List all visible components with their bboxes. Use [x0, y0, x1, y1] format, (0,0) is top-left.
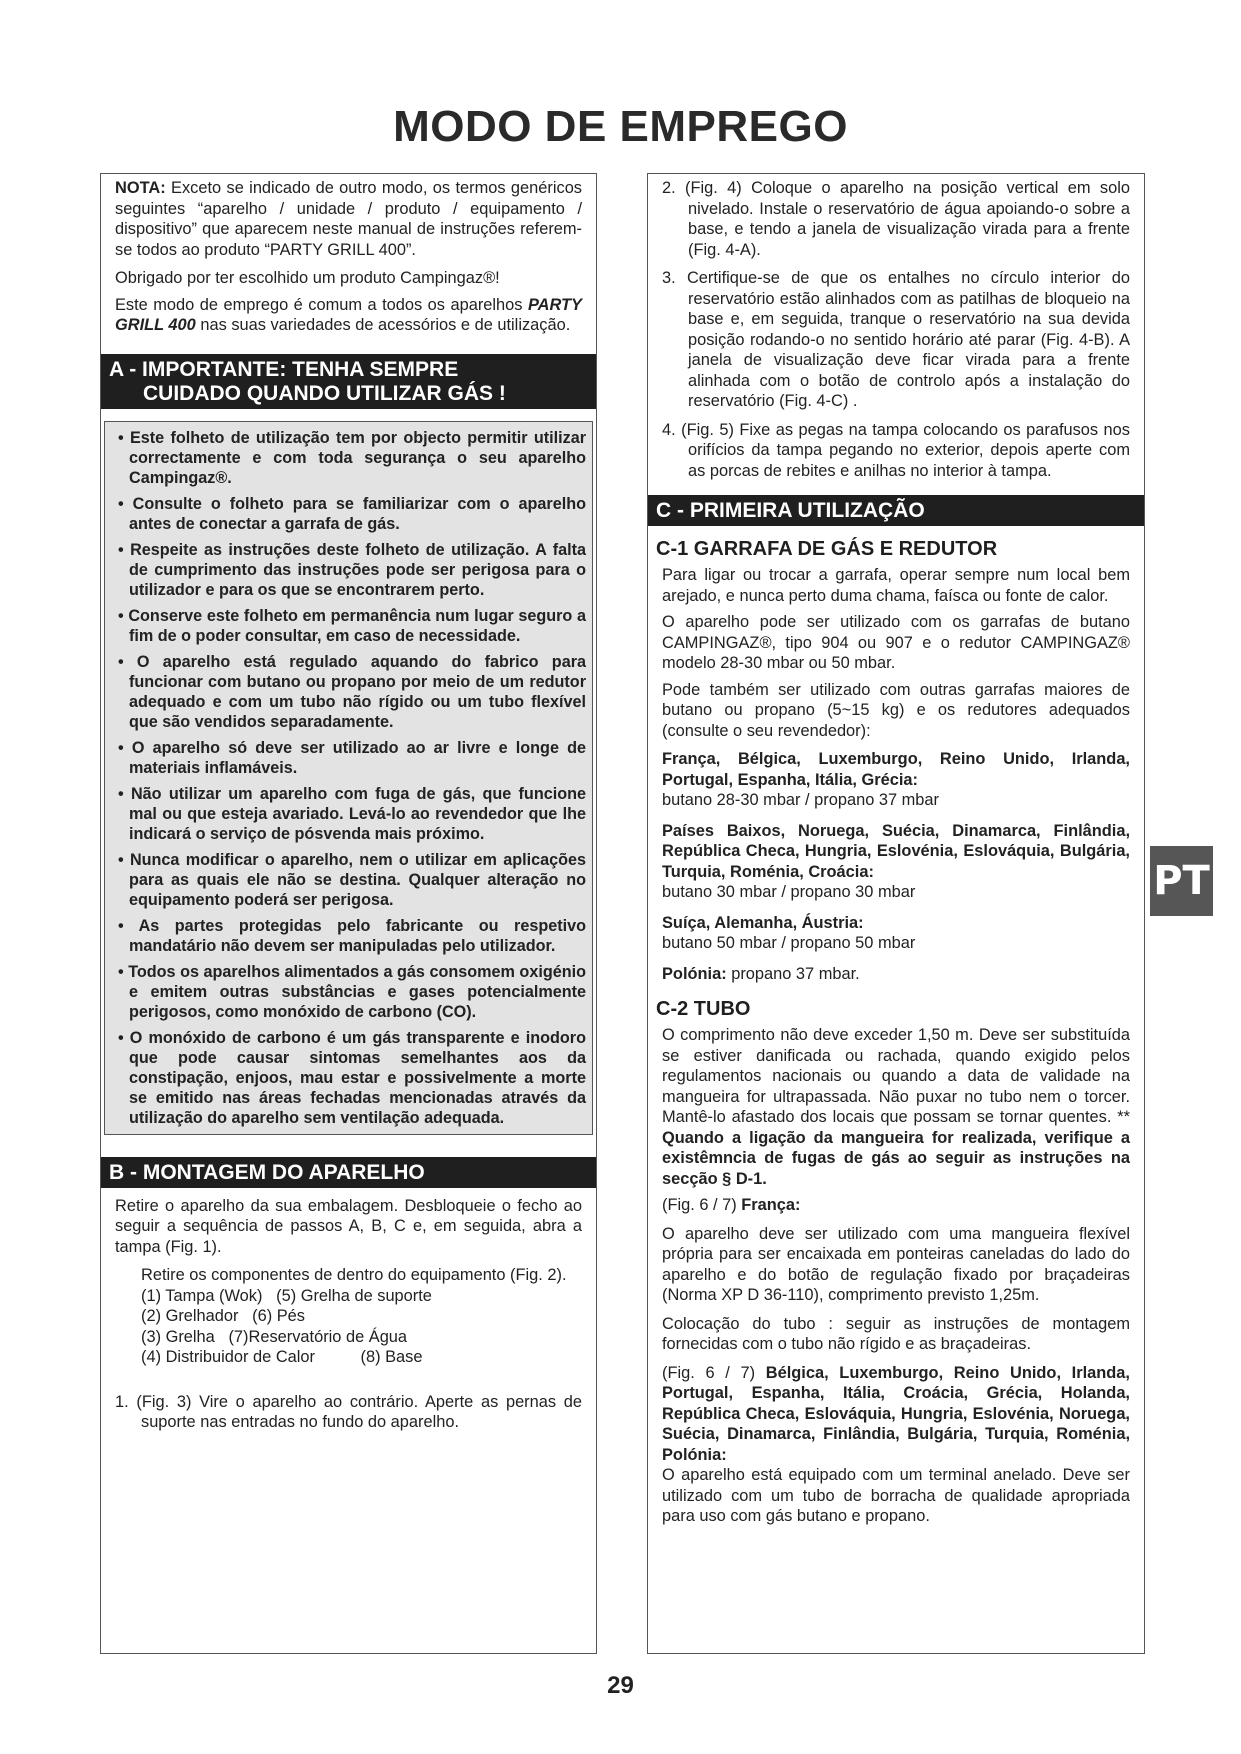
part-label: (8) Base — [360, 1348, 423, 1366]
c2-paragraph-3: Colocação do tubo : seguir as instruções de montagem fornecidas com o tubo não rígido e as braçadeiras. — [662, 1314, 1130, 1353]
c2-bold-text: Quando a ligação da mangueira for realizada, verifique a existêmncia de fugas de gás ao seguir as instruções na secção § D-1. — [662, 1128, 1130, 1188]
warning-item: • Nunca modificar o aparelho, nem o utilizar em aplicações para as quais ele não se destina. Qualquer alteração no equipamento poderá ser perigosa. — [118, 850, 586, 909]
thanks-text: Obrigado por ter escolhido um produto Campingaz®! — [115, 269, 500, 287]
warning-item: • As partes protegidas pelo fabricante ou respetivo mandatário não devem ser manipuladas pelo utilizador. — [118, 916, 586, 955]
language-tab: PT — [1150, 846, 1213, 916]
pressure-group-3: butano 50 mbar / propano 50 mbar — [662, 934, 916, 952]
c1-heading: C-1 GARRAFA DE GÁS E REDUTOR — [656, 538, 998, 560]
section-b-components: Retire os componentes de dentro do equipamento (Fig. 2). — [141, 1266, 567, 1284]
fig-other-label: Bélgica, Luxemburgo, Reino Unido, Irlanda, Portugal, Espanha, Itália, Croácia, Grécia, Holanda, República Checa, Eslováquia, Hungria, Eslovénia, Noruega, Suécia, Dinamarca, Finlândia, Bulgária, Turquia, Roménia, Polónia: — [662, 1363, 1130, 1464]
section-c-header: C - PRIMEIRA UTILIZAÇÃO — [648, 495, 1144, 526]
fig-ref: (Fig. 6 / 7) — [662, 1196, 742, 1214]
step-2: 2. (Fig. 4) Coloque o aparelho na posição vertical em solo nivelado. Instale o reservatório de água apoiando-o sobre a base, e tendo a janela de visualização virada para a frente (Fig. 4-A). — [662, 179, 1130, 259]
parts-row — [141, 1306, 582, 1327]
fig-other-countries — [648, 1363, 1144, 1466]
polonia-text: propano 37 mbar. — [726, 964, 860, 983]
warning-item: • O aparelho só deve ser utilizado ao ar livre e longe de materiais inflamáveis. — [118, 738, 586, 777]
section-b-intro: Retire o aparelho da sua embalagem. Desbloqueie o fecho ao seguir a sequência de passos A, B, C e, em seguida, abra a tampa (Fig. 1). — [115, 1196, 582, 1256]
intro-paragraph — [101, 295, 596, 336]
c2-heading: C-2 TUBO — [656, 998, 751, 1020]
parts-row — [141, 1327, 582, 1348]
right-column — [647, 173, 1145, 1654]
page-title: MODO DE EMPREGO — [393, 102, 848, 151]
left-column — [100, 173, 597, 1654]
c1-paragraph-3: Pode também ser utilizado com outras garrafas maiores de butano ou propano (5~15 kg) e os redutores adequados (consulte o seu revendedor): — [662, 680, 1130, 740]
countries-group-1: França, Bélgica, Luxemburgo, Reino Unido, Irlanda, Portugal, Espanha, Itália, Grécia: — [662, 750, 1130, 789]
c2-paragraph-4: O aparelho está equipado com um terminal anelado. Deve ser utilizado com um tubo de borracha de qualidade apropriada para uso com gás butano e propano. — [662, 1466, 1130, 1525]
warning-item: • Este folheto de utilização tem por objecto permitir utilizar correctamente e com toda segurança o seu aparelho Campingaz®. — [118, 428, 586, 487]
pressure-group-1: butano 28-30 mbar / propano 37 mbar — [662, 791, 940, 809]
parts-row — [141, 1286, 582, 1307]
warning-item: • Todos os aparelhos alimentados a gás consomem oxigénio e emitem outras substâncias e gases potencialmente perigosos, como monóxido de carbono (CO). — [118, 962, 586, 1021]
polonia-label: Polónia: — [662, 964, 727, 983]
warning-box — [104, 421, 593, 1135]
section-a-header — [101, 354, 596, 409]
page-number: 29 — [607, 1672, 634, 1699]
polonia-line — [648, 964, 1144, 985]
nota-paragraph — [101, 178, 596, 260]
part-label: (6) Pés — [252, 1307, 305, 1325]
warning-item: • Consulte o folheto para se familiarizar com o aparelho antes de conectar a garrafa de gás. — [118, 494, 586, 533]
c2-text: O comprimento não deve exceder 1,50 m. Deve ser substituída se estiver danificada ou rachada, quando exigido pelos regulamentos nacionais ou quando a data de validade na mangueira for ultrapassada. Não puxar no tubo nem o torcer. Mantê-lo afastado dos locais que possam se tornar quentes. ** — [662, 1026, 1130, 1126]
parts-row — [141, 1347, 582, 1368]
intro-text-b: nas suas variedades de acessórios e de utilização. — [195, 316, 571, 334]
nota-text: Exceto se indicado de outro modo, os termos genéricos seguintes “aparelho / unidade / produto / equipamento / dispositivo” que aparecem neste manual de instruções referem-se todos ao produto “PARTY GRILL 400”. — [115, 179, 582, 259]
part-label: (1) Tampa (Wok) — [141, 1286, 263, 1305]
warning-item: • O aparelho está regulado aquando do fabrico para funcionar com butano ou propano por meio de um redutor adequado e com um tubo não rígido ou um tubo flexível que são vendidos separadamente. — [118, 652, 586, 731]
step-1: 1. (Fig. 3) Vire o aparelho ao contrário. Aperte as pernas de suporte nas entradas no fundo do aparelho. — [115, 1392, 582, 1431]
step-3: 3. Certifique-se de que os entalhes no círculo interior do reservatório estão alinhados com as patilhas de bloqueio na base e, em seguida, tranque o reservatório na sua devida posição rodando-o no sentido horário até parar (Fig. 4-B). A janela de visualização deve ficar virada para a frente alinhada com o botão de controlo após a instalação do reservatório (Fig. 4-C) . — [662, 269, 1130, 410]
warning-item: • Conserve este folheto em permanência num lugar seguro a fim de o poder consultar, em caso de necessidade. — [118, 606, 586, 645]
section-a-line2: CUIDADO QUANDO UTILIZAR GÁS ! — [143, 381, 506, 405]
step-4: 4. (Fig. 5) Fixe as pegas na tampa colocando os parafusos nos orifícios da tampa pegando no exterior, depois aperte com as porcas de rebites e anilhas no interior à tampa. — [662, 420, 1130, 480]
fig-ref: (Fig. 6 / 7) — [662, 1363, 766, 1382]
warning-item: • Respeite as instruções deste folheto de utilização. A falta de cumprimento das instruções pode ser perigosa para o utilizador e para os que se encontrarem perto. — [118, 540, 586, 599]
countries-group-3: Suíça, Alemanha, Áustria: — [662, 913, 864, 932]
warning-item: • Não utilizar um aparelho com fuga de gás, que funcione mal ou que esteja avariado. Levá-lo ao revendedor que lhe indicará o serviço de pósvenda mais próximo. — [118, 784, 586, 843]
part-label: (2) Grelhador — [141, 1307, 239, 1325]
c2-paragraph-1 — [648, 1025, 1144, 1189]
warning-item: • O monóxido de carbono é um gás transparente e inodoro que pode causar sintomas semelhantes aos da constipação, enjoos, mau estar e possivelmente a morte se emitido nas áreas fechadas mencionadas através da utilização do aparelho sem ventilação adequada. — [118, 1028, 586, 1127]
parts-list — [101, 1286, 596, 1368]
part-label: (5) Grelha de suporte — [276, 1286, 432, 1305]
part-label: (4) Distribuidor de Calor — [141, 1348, 315, 1366]
part-label: (7)Reservatório de Água — [228, 1327, 408, 1346]
intro-text-a: Este modo de emprego é comum a todos os aparelhos — [115, 295, 528, 314]
c2-paragraph-2: O aparelho deve ser utilizado com uma mangueira flexível própria para ser encaixada em ponteiras caneladas do lado do aparelho e do botão de regulação fixado por braçadeiras (Norma XP D 36-110), comprimento previsto 1,25m. — [662, 1224, 1130, 1304]
intro-product-name: PARTY GRILL 400 — [115, 295, 582, 334]
part-label: (3) Grelha — [141, 1327, 215, 1346]
section-a-line1: A - IMPORTANTE: TENHA SEMPRE — [109, 357, 459, 381]
pressure-group-2: butano 30 mbar / propano 30 mbar — [662, 883, 916, 901]
fig-france-line — [648, 1195, 1144, 1216]
c1-paragraph-2: O aparelho pode ser utilizado com os garrafas de butano CAMPINGAZ®, tipo 904 ou 907 e o redutor CAMPINGAZ® modelo 28-30 mbar ou 50 mbar. — [662, 613, 1130, 672]
countries-group-2: Países Baixos, Noruega, Suécia, Dinamarca, Finlândia, República Checa, Hungria, Eslovénia, Eslováquia, Bulgária, Turquia, Roménia, Croácia: — [662, 821, 1130, 881]
c1-paragraph-1: Para ligar ou trocar a garrafa, operar sempre num local bem arejado, e nunca perto duma chama, faísca ou fonte de calor. — [662, 566, 1130, 605]
section-b-header: B - MONTAGEM DO APARELHO — [101, 1157, 596, 1188]
fig-france-label: França: — [741, 1196, 801, 1214]
nota-label: NOTA: — [115, 179, 166, 197]
